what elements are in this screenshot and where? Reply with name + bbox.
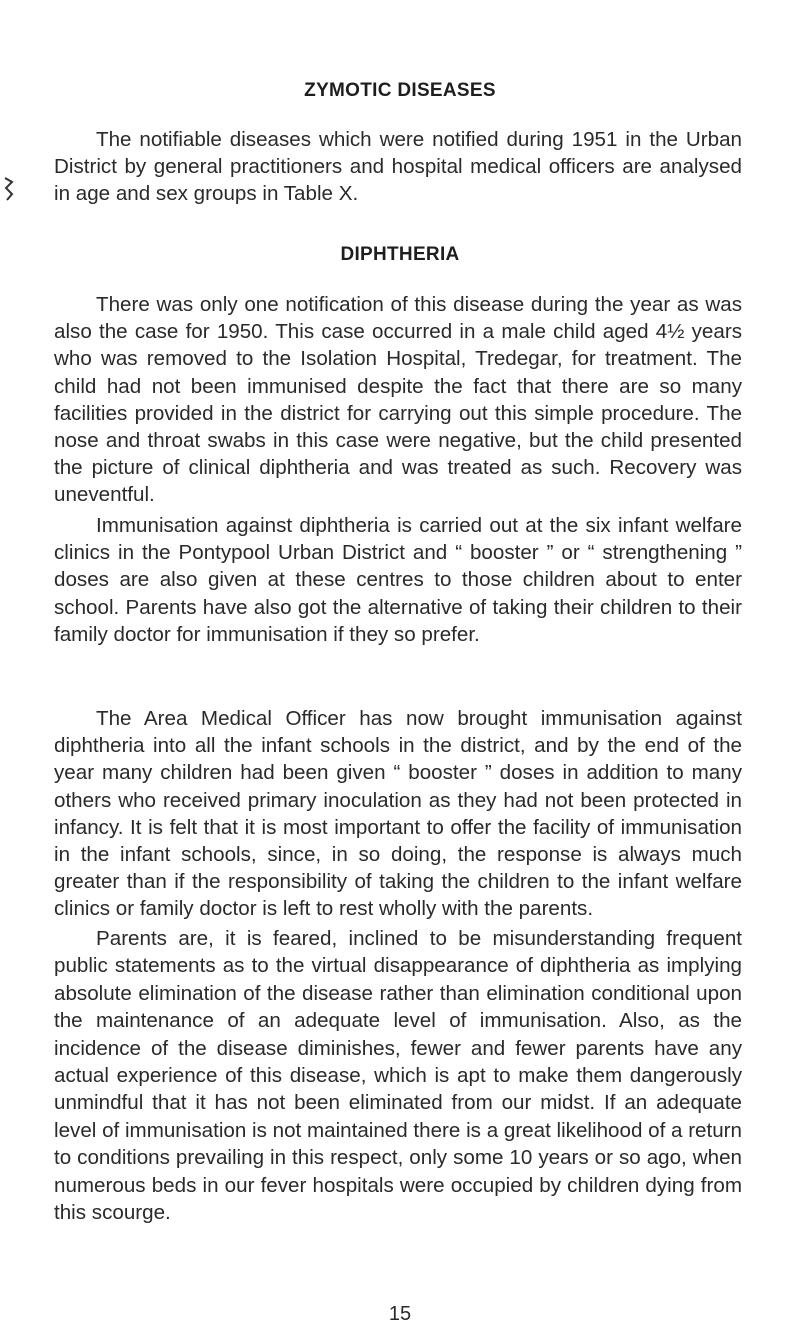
paragraph-3: The Area Medical Officer has now brought immunisation against diphtheria into all the infant schools in the district, and by the end of the year many children had been given “ booster ” doses in addition to many others who received primary inoculation as they had not been protected in infancy. It is felt that it is most important to offer the facility of immunisation in the infant schools, since, in so doing, the response is always much greater than if the responsibility of taking the children to the infant welfare clinics or family doctor is left to rest wholly with the parents. [54, 707, 742, 921]
page-heading: ZYMOTIC DISEASES [304, 80, 496, 101]
binding-mark-icon [4, 176, 14, 202]
page-number: 15 [388, 1303, 412, 1325]
paragraph-2: Immunisation against diphtheria is carried out at the six infant welfare clinics in the Pontypool Urban District and “ booster ” or “ strengthening ” doses are also given at these centres to those children about to enter school. Parents have also got the alternative of taking their children to their family doctor for immunisation if they so prefer. [54, 514, 742, 646]
intro-paragraph: The notifiable diseases which were notified during 1951 in the Urban District by general practitioners and hospital medical officers are analysed in age and sex groups in Table X. [54, 128, 742, 206]
paragraph-4: Parents are, it is feared, inclined to be misunderstanding frequent public statements as to the virtual disappearance of diphtheria as implying absolute elimination of the disease rather than elimination conditional upon the maintenance of an adequate level of immunisation. Also, as the incidence of the disease diminishes, fewer and fewer parents have any actual experience of this disease, which is apt to make them dangerously unmindful that it has not been eliminated from our midst. If an adequate level of immunisation is not maintained there is a great likelihood of a return to conditions prevailing in this respect, only some 10 years or so ago, when numerous beds in our fever hospitals were occupied by children dying from this scourge. [54, 927, 742, 1225]
paragraph-1: There was only one notification of this disease during the year as was also the case for 1950. This case occurred in a male child aged 4½ years who was removed to the Isolation Hospital, Tredegar, for treatment. The child had not been immunised despite the fact that there are so many facilities provided in the district for carrying out this simple procedure. The nose and throat swabs in this case were negative, but the child presented the picture of clinical diphtheria and was treated as such. Recovery was uneventful. [54, 293, 742, 507]
section-heading: DIPHTHERIA [340, 244, 460, 265]
